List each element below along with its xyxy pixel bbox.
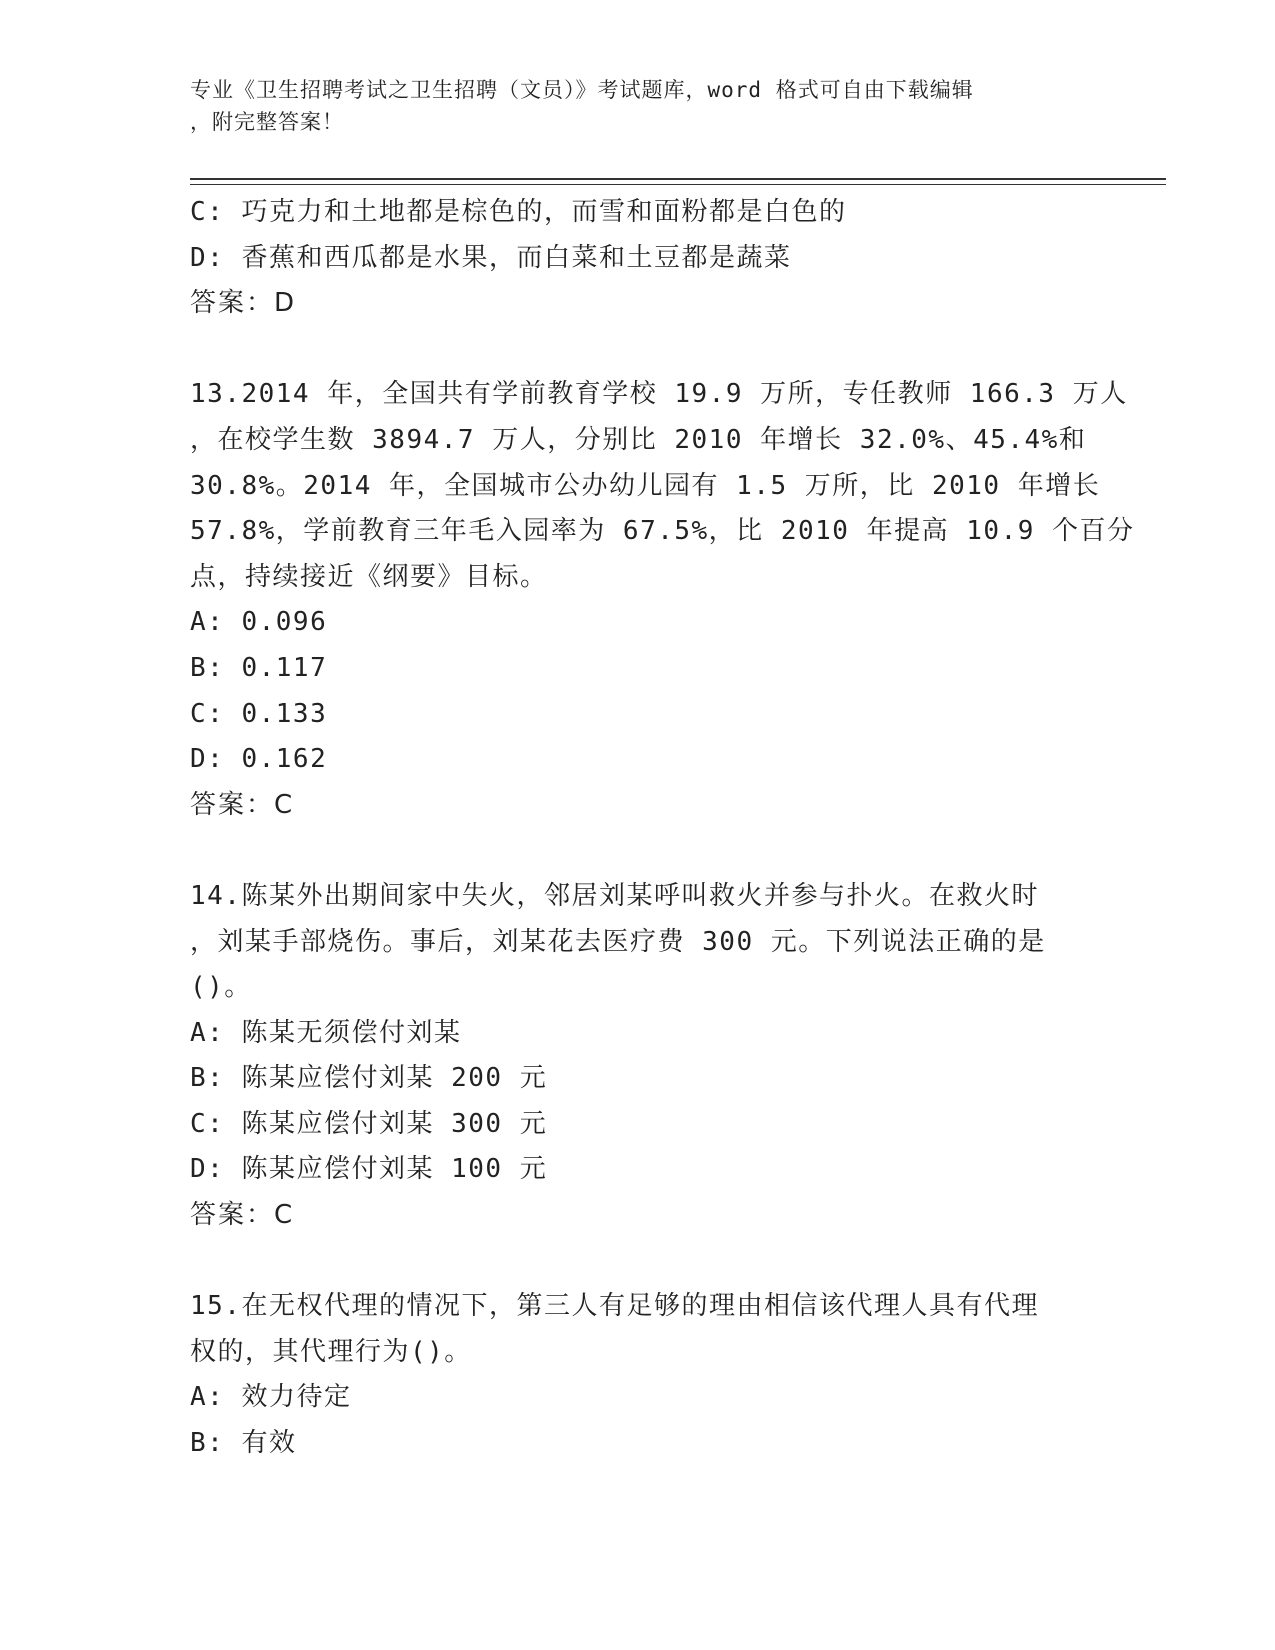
option-c: C: 巧克力和土地都是棕色的，而雪和面粉都是白色的 bbox=[190, 197, 847, 227]
question-14-text-line: ，刘某手部烧伤。事后，刘某花去医疗费 300 元。下列说法正确的是 bbox=[190, 926, 1046, 957]
question-14-option-a: A: 陈某无须偿付刘某 bbox=[190, 1017, 462, 1048]
question-13-text-line: 57.8%，学前教育三年毛入园率为 67.5%，比 2010 年提高 10.9 个百分 bbox=[190, 516, 1135, 547]
question-15-text-line: 15.在无权代理的情况下，第三人有足够的理由相信该代理人具有代理 bbox=[190, 1291, 1039, 1322]
header-divider-thin bbox=[190, 184, 1166, 185]
question-15-option-b: B: 有效 bbox=[190, 1428, 297, 1459]
question-14-text-line: 14.陈某外出期间家中失火，邻居刘某呼叫救火并参与扑火。在救火时 bbox=[190, 880, 1039, 911]
question-14-option-c: C: 陈某应偿付刘某 300 元 bbox=[190, 1108, 548, 1139]
question-15-option-a: A: 效力待定 bbox=[190, 1382, 352, 1413]
question-14-option-d: D: 陈某应偿付刘某 100 元 bbox=[190, 1154, 548, 1185]
question-13-option-c: C: 0.133 bbox=[190, 698, 328, 729]
document-header bbox=[190, 74, 1080, 138]
question-13-option-d: D: 0.162 bbox=[190, 744, 328, 775]
question-13-text-line: 13.2014 年，全国共有学前教育学校 19.9 万所，专任教师 166.3 万人 bbox=[190, 379, 1128, 410]
answer-text: 答案：D bbox=[190, 288, 297, 319]
question-13-text-line: 点，持续接近《纲要》目标。 bbox=[190, 561, 548, 592]
question-13-text-line: ，在校学生数 3894.7 万人，分别比 2010 年增长 32.0%、45.4%和 bbox=[190, 424, 1087, 455]
question-13-answer: 答案：C bbox=[190, 789, 295, 820]
option-d: D: 香蕉和西瓜都是水果，而白菜和土豆都是蔬菜 bbox=[190, 242, 792, 273]
header-line-2: ，附完整答案！ bbox=[190, 110, 344, 134]
header-line-1: 专业《卫生招聘考试之卫生招聘（文员）》考试题库，word 格式可自由下载编辑 bbox=[190, 78, 974, 102]
question-14-answer: 答案：C bbox=[190, 1200, 295, 1231]
question-14-option-b: B: 陈某应偿付刘某 200 元 bbox=[190, 1063, 548, 1094]
header-divider bbox=[190, 178, 1166, 180]
question-13-option-b: B: 0.117 bbox=[190, 652, 328, 683]
question-15-text-line: 权的，其代理行为()。 bbox=[190, 1336, 472, 1367]
question-14-text-line: ()。 bbox=[190, 972, 252, 1003]
document-body bbox=[190, 190, 1135, 1467]
question-13-text-line: 30.8%。2014 年，全国城市公办幼儿园有 1.5 万所，比 2010 年增长 bbox=[190, 470, 1101, 501]
question-13-option-a: A: 0.096 bbox=[190, 607, 328, 638]
